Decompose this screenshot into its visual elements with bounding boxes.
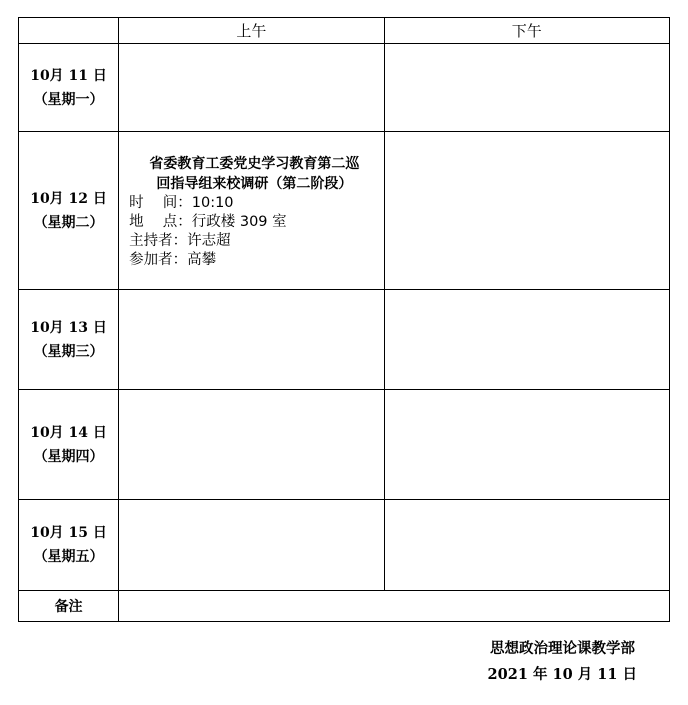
event-time: 时 间：10:10 (129, 195, 234, 211)
note-cell (119, 591, 670, 622)
header-morning: 上午 (119, 18, 384, 44)
day-weekday: （星期二） (33, 214, 104, 231)
morning-cell (119, 390, 384, 500)
header-corner-cell (19, 18, 119, 44)
day-date: 10月 13 日 (30, 319, 107, 336)
header-afternoon: 下午 (384, 18, 669, 44)
event-title-line1: 省委教育工委党史学习教育第二巡 (149, 156, 360, 172)
day-weekday: （星期三） (33, 343, 104, 360)
day-date: 10月 11 日 (30, 67, 107, 84)
footer-department: 思想政治理论课教学部 (490, 640, 635, 657)
morning-cell-event (119, 132, 384, 290)
schedule-table (18, 17, 670, 622)
afternoon-cell (384, 390, 669, 500)
morning-cell (119, 500, 384, 591)
event-title-line2: 回指导组来校调研（第二阶段） (156, 176, 353, 192)
morning-cell (119, 44, 384, 132)
note-row (19, 591, 670, 622)
note-label: 备注 (19, 591, 119, 622)
afternoon-cell (384, 132, 669, 290)
day-weekday: （星期五） (33, 549, 104, 565)
day-date: 10月 12 日 (30, 190, 107, 207)
day-cell (19, 132, 119, 290)
day-date: 10月 14 日 (30, 424, 107, 441)
event-location: 地 点：行政楼 309 室 (129, 214, 287, 230)
event-attendees: 参加者：高攀 (129, 252, 217, 268)
afternoon-cell (384, 290, 669, 390)
morning-cell (119, 290, 384, 390)
header-row (19, 18, 670, 44)
day-date: 10月 15 日 (30, 525, 107, 541)
event-host: 主持者：许志超 (129, 233, 231, 249)
day-cell (19, 44, 119, 132)
day-cell (19, 290, 119, 390)
day-cell (19, 390, 119, 500)
table-row (19, 44, 670, 132)
table-row (19, 390, 670, 500)
day-weekday: （星期四） (33, 448, 104, 465)
table-row (19, 132, 670, 290)
afternoon-cell (384, 44, 669, 132)
table-row (19, 500, 670, 591)
day-cell (19, 500, 119, 591)
day-weekday: （星期一） (33, 91, 104, 108)
afternoon-cell (384, 500, 669, 591)
table-row (19, 290, 670, 390)
footer-date: 2021 年 10 月 11 日 (487, 666, 637, 683)
